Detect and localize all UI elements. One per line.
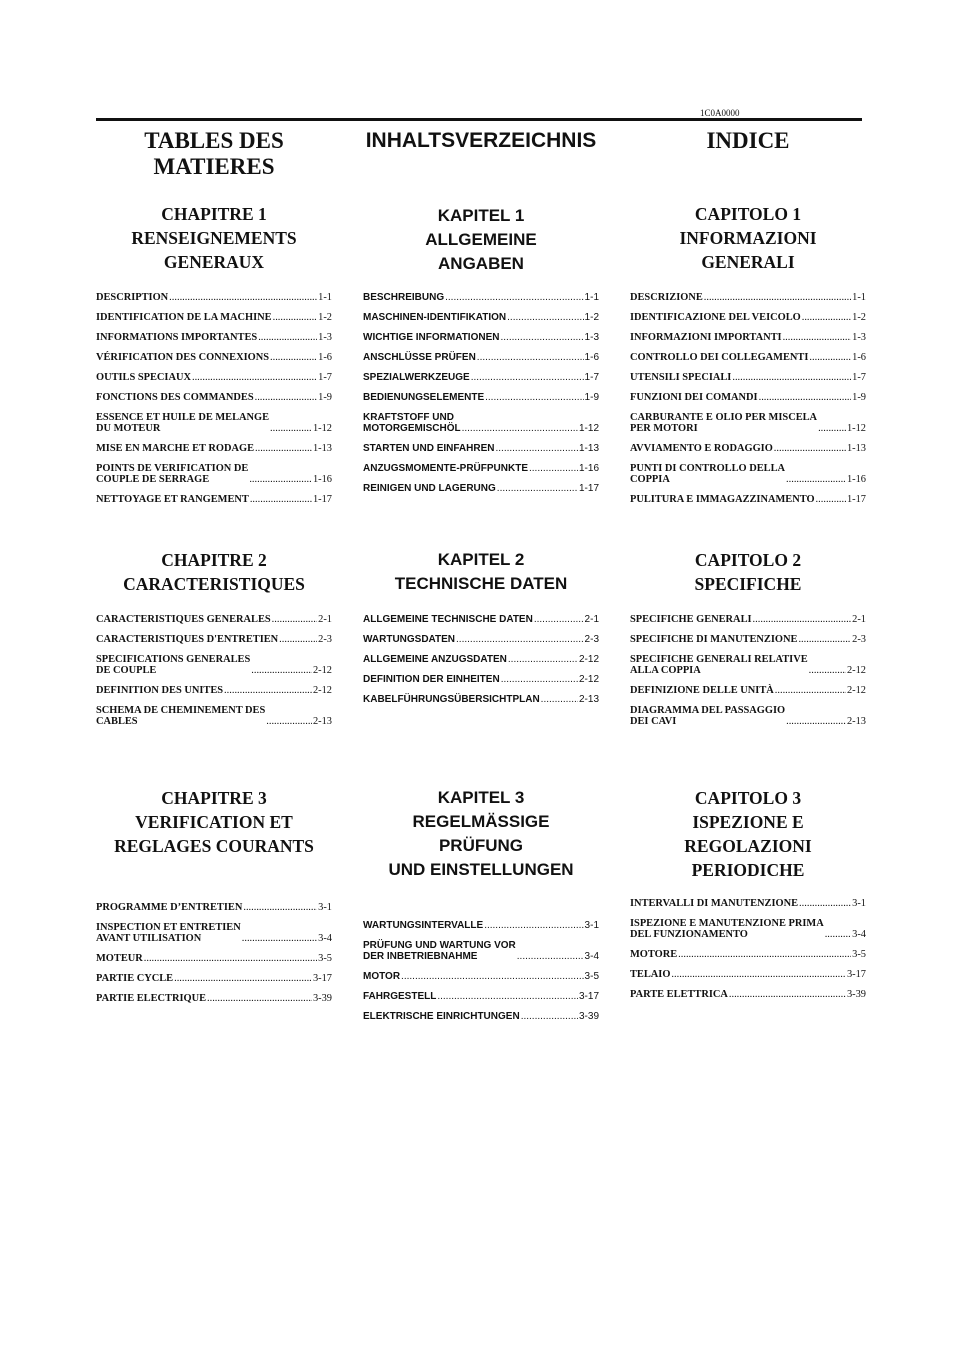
toc-leader-dots	[224, 685, 312, 696]
toc-leader-dots	[495, 443, 578, 454]
toc-entry[interactable]	[363, 463, 599, 474]
toc-entry[interactable]	[96, 494, 332, 505]
toc-entry-title: WARTUNGSINTERVALLE	[363, 920, 484, 931]
toc-entry-title: STARTEN UND EINFAHREN	[363, 443, 495, 454]
toc-entry-page: 1-1	[318, 292, 332, 303]
toc-entry-title: ISPEZIONE E MANUTENZIONE PRIMA DEL FUNZIONAMENTO	[630, 918, 824, 940]
toc-entry-page: 2-12	[578, 674, 599, 685]
toc-entry-title: SPECIFICHE GENERALI	[630, 614, 752, 625]
toc-entry-title: DESCRIZIONE	[630, 292, 703, 303]
toc-entry[interactable]	[363, 483, 599, 494]
toc-entry-page: 3-39	[846, 989, 866, 1000]
toc-entry[interactable]	[630, 443, 866, 454]
toc-entry-page: 3-39	[312, 993, 332, 1004]
toc-leader-dots	[508, 654, 578, 665]
toc-entry-page: 1-7	[318, 372, 332, 383]
toc-entry[interactable]	[630, 634, 866, 645]
toc-entry-page: 1-6	[318, 352, 332, 363]
toc-entry-page: 1-7	[584, 372, 599, 383]
toc-entry-page: 1-12	[846, 423, 866, 434]
toc-leader-dots	[192, 372, 317, 383]
toc-list-fr-2	[96, 614, 332, 736]
column-title-it: INDICE	[706, 128, 790, 153]
toc-entry[interactable]	[96, 993, 332, 1004]
toc-entry-title: FAHRGESTELL	[363, 991, 437, 1002]
toc-leader-dots	[255, 443, 312, 454]
toc-entry-title: ALLGEMEINE TECHNISCHE DATEN	[363, 614, 533, 625]
toc-entry[interactable]	[363, 971, 599, 982]
toc-entry-page: 1-17	[846, 494, 866, 505]
toc-entry[interactable]	[363, 694, 599, 705]
toc-entry[interactable]	[630, 989, 866, 1000]
toc-entry-page: 2-12	[312, 665, 332, 676]
toc-leader-dots	[825, 929, 851, 940]
toc-entry[interactable]	[96, 614, 332, 625]
toc-entry-title: SCHEMA DE CHEMINEMENT DES CABLES	[96, 705, 266, 727]
toc-leader-dots	[401, 971, 584, 982]
document-code: 1C0A0000	[700, 108, 740, 118]
toc-entry-title: MASCHINEN-IDENTIFIKATION	[363, 312, 507, 323]
toc-entry-page: 2-1	[318, 614, 332, 625]
toc-entry[interactable]	[363, 1011, 599, 1022]
toc-entry[interactable]	[96, 292, 332, 303]
toc-entry-page: 3-5	[852, 949, 866, 960]
toc-entry-page: 2-12	[846, 665, 866, 676]
toc-leader-dots	[255, 392, 318, 403]
toc-entry-page: 1-17	[312, 494, 332, 505]
toc-leader-dots	[799, 898, 851, 909]
chapter-title-fr-2: CHAPITRE 2 CARACTERISTIQUES	[123, 550, 305, 594]
toc-entry-title: PRÜFUNG UND WARTUNG VOR DER INBETRIEBNAHME	[363, 940, 516, 962]
toc-entry-title: ALLGEMEINE ANZUGSDATEN	[363, 654, 507, 665]
toc-leader-dots	[802, 312, 851, 323]
toc-entry[interactable]	[630, 494, 866, 505]
toc-entry-title: IDENTIFICAZIONE DEL VEICOLO	[630, 312, 801, 323]
toc-entry-title: CONTROLLO DEI COLLEGAMENTI	[630, 352, 809, 363]
toc-leader-dots	[471, 372, 584, 383]
toc-leader-dots	[456, 634, 584, 645]
toc-entry[interactable]	[363, 991, 599, 1002]
toc-leader-dots	[270, 352, 317, 363]
toc-leader-dots	[816, 494, 846, 505]
toc-entry[interactable]	[363, 392, 599, 403]
toc-entry-title: PARTIE CYCLE	[96, 973, 174, 984]
toc-entry-page: 1-1	[584, 292, 599, 303]
toc-entry[interactable]	[630, 685, 866, 696]
toc-entry[interactable]	[363, 312, 599, 323]
toc-entry-title: MOTOR	[363, 971, 401, 982]
toc-entry-title: INFORMAZIONI IMPORTANTI	[630, 332, 782, 343]
toc-entry[interactable]	[363, 292, 599, 303]
toc-entry-page: 2-3	[584, 634, 599, 645]
toc-entry-page: 1-13	[578, 443, 599, 454]
toc-entry-title: UTENSILI SPECIALI	[630, 372, 732, 383]
toc-entry-page: 3-5	[318, 953, 332, 964]
toc-entry-title: IDENTIFICATION DE LA MACHINE	[96, 312, 272, 323]
toc-entry-title: POINTS DE VERIFICATION DE COUPLE DE SERRAGE	[96, 463, 249, 485]
toc-entry-title: PROGRAMME D’ENTRETIEN	[96, 902, 243, 913]
toc-entry[interactable]	[630, 372, 866, 383]
toc-entry-title: ANZUGSMOMENTE-PRÜFPUNKTE	[363, 463, 528, 474]
toc-entry-page: 1-13	[846, 443, 866, 454]
toc-entry-page: 3-17	[846, 969, 866, 980]
toc-leader-dots	[783, 332, 852, 343]
toc-entry[interactable]	[363, 443, 599, 454]
toc-leader-dots	[266, 716, 312, 727]
toc-entry-page: 1-17	[578, 483, 599, 494]
toc-entry-title: INTERVALLI DI MANUTENZIONE	[630, 898, 799, 909]
toc-entry[interactable]	[630, 412, 866, 434]
toc-entry[interactable]	[363, 674, 599, 685]
toc-leader-dots	[485, 392, 583, 403]
toc-entry-title: PARTE ELETTRICA	[630, 989, 728, 1000]
toc-entry-title: DIAGRAMMA DEL PASSAGGIO DEI CAVI	[630, 705, 786, 727]
toc-leader-dots	[507, 312, 583, 323]
toc-entry-page: 1-3	[852, 332, 866, 343]
toc-entry-page: 1-9	[318, 392, 332, 403]
toc-list-it-1	[630, 292, 866, 514]
toc-entry[interactable]	[96, 705, 332, 727]
toc-entry[interactable]	[363, 352, 599, 363]
toc-entry[interactable]	[630, 705, 866, 727]
toc-entry-page: 2-13	[578, 694, 599, 705]
toc-leader-dots	[818, 423, 846, 434]
header-rule	[96, 118, 862, 121]
toc-entry[interactable]	[96, 352, 332, 363]
toc-entry-title: VÉRIFICATION DES CONNEXIONS	[96, 352, 270, 363]
toc-entry[interactable]	[96, 902, 332, 913]
toc-entry-page: 3-17	[312, 973, 332, 984]
toc-leader-dots	[541, 694, 578, 705]
toc-list-de-2	[363, 614, 599, 714]
toc-leader-dots	[250, 494, 312, 505]
toc-leader-dots	[242, 933, 317, 944]
toc-entry-page: 1-6	[852, 352, 866, 363]
toc-entry-title: PARTIE ELECTRIQUE	[96, 993, 207, 1004]
toc-entry[interactable]	[96, 372, 332, 383]
toc-entry-page: 1-3	[584, 332, 599, 343]
toc-entry-page: 3-39	[578, 1011, 599, 1022]
toc-leader-dots	[753, 614, 852, 625]
toc-leader-dots	[477, 352, 584, 363]
toc-entry-page: 1-9	[584, 392, 599, 403]
toc-entry-page: 3-4	[852, 929, 866, 940]
toc-entry-page: 3-17	[578, 991, 599, 1002]
toc-entry-title: ESSENCE ET HUILE DE MELANGE DU MOTEUR	[96, 412, 270, 434]
toc-entry-page: 1-6	[584, 352, 599, 363]
toc-leader-dots	[249, 474, 312, 485]
toc-leader-dots	[270, 423, 312, 434]
toc-leader-dots	[775, 685, 846, 696]
toc-entry-page: 1-12	[578, 423, 599, 434]
column-title-de: INHALTSVERZEICHNIS	[365, 129, 597, 152]
toc-leader-dots	[272, 614, 317, 625]
toc-entry-page: 1-1	[852, 292, 866, 303]
toc-entry-page: 1-16	[846, 474, 866, 485]
toc-entry-title: PUNTI DI CONTROLLO DELLA COPPIA	[630, 463, 786, 485]
column-title-fr: TABLES DES MATIERES	[144, 128, 284, 179]
toc-entry-title: BEDIENUNGSELEMENTE	[363, 392, 485, 403]
toc-entry[interactable]	[363, 332, 599, 343]
toc-entry-title: FUNZIONI DEI COMANDI	[630, 392, 758, 403]
toc-leader-dots	[774, 443, 846, 454]
toc-leader-dots	[174, 973, 312, 984]
toc-entry[interactable]	[96, 922, 332, 944]
toc-entry[interactable]	[96, 654, 332, 676]
toc-entry-title: DEFINITION DES UNITES	[96, 685, 224, 696]
toc-entry-title: MOTORE	[630, 949, 678, 960]
toc-entry-page: 2-12	[846, 685, 866, 696]
toc-list-it-3	[630, 898, 866, 1009]
toc-entry-title: BESCHREIBUNG	[363, 292, 445, 303]
toc-entry-page: 2-13	[846, 716, 866, 727]
toc-entry-page: 1-3	[318, 332, 332, 343]
toc-entry-title: INSPECTION ET ENTRETIEN AVANT UTILISATION	[96, 922, 241, 944]
chapter-title-fr-1: CHAPITRE 1 RENSEIGNEMENTS GENERAUX	[131, 204, 297, 272]
toc-entry-title: WARTUNGSDATEN	[363, 634, 456, 645]
toc-entry[interactable]	[630, 949, 866, 960]
chapter-title-it-3: CAPITOLO 3 ISPEZIONE E REGOLAZIONI PERIODICHE	[684, 788, 812, 880]
toc-entry-page: 3-1	[584, 920, 599, 931]
toc-leader-dots	[786, 474, 846, 485]
toc-leader-dots	[786, 716, 846, 727]
toc-entry[interactable]	[96, 973, 332, 984]
chapter-title-it-1: CAPITOLO 1 INFORMAZIONI GENERALI	[679, 204, 817, 272]
toc-entry-page: 2-12	[312, 685, 332, 696]
toc-entry-title: TELAIO	[630, 969, 671, 980]
toc-entry-page: 3-1	[852, 898, 866, 909]
toc-leader-dots	[671, 969, 846, 980]
toc-entry-page: 1-16	[578, 463, 599, 474]
toc-entry-title: SPECIFICHE GENERALI RELATIVE ALLA COPPIA	[630, 654, 808, 676]
toc-leader-dots	[258, 332, 317, 343]
toc-entry-title: CARACTERISTIQUES GENERALES	[96, 614, 271, 625]
toc-entry[interactable]	[96, 392, 332, 403]
toc-entry-title: KABELFÜHRUNGSÜBERSICHTPLAN	[363, 694, 540, 705]
toc-list-fr-3	[96, 902, 332, 1013]
toc-leader-dots	[243, 902, 317, 913]
toc-entry[interactable]	[630, 392, 866, 403]
toc-entry[interactable]	[630, 312, 866, 323]
toc-leader-dots	[273, 312, 318, 323]
toc-entry[interactable]	[96, 312, 332, 323]
toc-entry-page: 1-16	[312, 474, 332, 485]
toc-entry[interactable]	[630, 898, 866, 909]
toc-entry-page: 2-3	[852, 634, 866, 645]
toc-entry-title: SPEZIALWERKZEUGE	[363, 372, 470, 383]
toc-entry[interactable]	[630, 918, 866, 940]
toc-entry-title: DESCRIPTION	[96, 292, 169, 303]
toc-entry-title: FONCTIONS DES COMMANDES	[96, 392, 254, 403]
toc-entry[interactable]	[96, 443, 332, 454]
toc-leader-dots	[704, 292, 851, 303]
toc-leader-dots	[169, 292, 317, 303]
toc-entry-title: CARACTERISTIQUES D'ENTRETIEN	[96, 634, 279, 645]
toc-entry[interactable]	[630, 352, 866, 363]
toc-entry[interactable]	[630, 969, 866, 980]
toc-entry-title: CARBURANTE E OLIO PER MISCELA PER MOTORI	[630, 412, 818, 434]
toc-leader-dots	[729, 989, 846, 1000]
toc-entry[interactable]	[96, 685, 332, 696]
toc-leader-dots	[798, 634, 851, 645]
toc-leader-dots	[497, 483, 578, 494]
toc-entry[interactable]	[363, 654, 599, 665]
toc-entry-title: REINIGEN UND LAGERUNG	[363, 483, 496, 494]
toc-leader-dots	[534, 614, 584, 625]
toc-entry-page: 2-12	[578, 654, 599, 665]
toc-entry-page: 3-4	[584, 951, 599, 962]
toc-entry[interactable]	[630, 614, 866, 625]
toc-leader-dots	[517, 951, 584, 962]
toc-entry-title: WICHTIGE INFORMATIONEN	[363, 332, 500, 343]
chapter-title-de-1: KAPITEL 1 ALLGEMEINE ANGABEN	[425, 206, 537, 273]
toc-leader-dots	[251, 665, 312, 676]
toc-entry[interactable]	[96, 332, 332, 343]
toc-leader-dots	[521, 1011, 578, 1022]
toc-entry-page: 1-2	[584, 312, 599, 323]
chapter-title-de-2: KAPITEL 2 TECHNISCHE DATEN	[394, 550, 568, 593]
toc-entry[interactable]	[96, 953, 332, 964]
toc-leader-dots	[809, 352, 851, 363]
toc-entry-title: ELEKTRISCHE EINRICHTUNGEN	[363, 1011, 520, 1022]
toc-entry-title: AVVIAMENTO E RODAGGIO	[630, 443, 773, 454]
toc-list-de-3	[363, 920, 599, 1031]
toc-leader-dots	[501, 674, 578, 685]
toc-leader-dots	[437, 991, 578, 1002]
toc-entry[interactable]	[363, 372, 599, 383]
toc-leader-dots	[445, 292, 583, 303]
toc-leader-dots	[207, 993, 312, 1004]
chapter-title-de-3: KAPITEL 3 REGELMÄSSIGE PRÜFUNG UND EINSTELLUNGEN	[388, 788, 574, 879]
toc-list-de-1	[363, 292, 599, 503]
toc-entry-page: 1-7	[852, 372, 866, 383]
toc-entry[interactable]	[363, 412, 599, 434]
toc-entry-title: NETTOYAGE ET RANGEMENT	[96, 494, 249, 505]
toc-entry-title: DEFINIZIONE DELLE UNITÀ	[630, 685, 774, 696]
toc-entry-title: SPECIFICHE DI MANUTENZIONE	[630, 634, 798, 645]
toc-entry-page: 3-4	[318, 933, 332, 944]
toc-entry[interactable]	[630, 292, 866, 303]
chapter-title-it-2: CAPITOLO 2 SPECIFICHE	[694, 550, 802, 594]
toc-leader-dots	[759, 392, 852, 403]
toc-entry-page: 2-13	[312, 716, 332, 727]
toc-entry[interactable]	[96, 463, 332, 485]
toc-entry[interactable]	[630, 654, 866, 676]
toc-entry-page: 2-1	[852, 614, 866, 625]
toc-entry[interactable]	[96, 412, 332, 434]
toc-list-it-2	[630, 614, 866, 736]
toc-entry[interactable]	[363, 920, 599, 931]
toc-leader-dots	[678, 949, 851, 960]
toc-entry[interactable]	[630, 463, 866, 485]
toc-entry-page: 1-2	[852, 312, 866, 323]
toc-leader-dots	[529, 463, 578, 474]
toc-entry-page: 2-1	[584, 614, 599, 625]
toc-entry-page: 3-1	[318, 902, 332, 913]
toc-entry[interactable]	[363, 634, 599, 645]
toc-leader-dots	[732, 372, 851, 383]
toc-entry-page: 3-5	[584, 971, 599, 982]
toc-list-fr-1	[96, 292, 332, 514]
toc-leader-dots	[809, 665, 846, 676]
toc-entry-title: MOTEUR	[96, 953, 143, 964]
toc-entry-title: OUTILS SPECIAUX	[96, 372, 191, 383]
toc-leader-dots	[484, 920, 583, 931]
toc-entry-title: SPECIFICATIONS GENERALES DE COUPLE	[96, 654, 251, 676]
toc-entry-title: KRAFTSTOFF UND MOTORGEMISCHÖL	[363, 412, 461, 434]
toc-entry-title: DEFINITION DER EINHEITEN	[363, 674, 500, 685]
toc-entry[interactable]	[363, 940, 599, 962]
toc-entry-title: MISE EN MARCHE ET RODAGE	[96, 443, 254, 454]
toc-entry-title: PULITURA E IMMAGAZZINAMENTO	[630, 494, 815, 505]
toc-leader-dots	[144, 953, 317, 964]
toc-entry-title: ANSCHLÜSSE PRÜFEN	[363, 352, 476, 363]
toc-entry[interactable]	[630, 332, 866, 343]
toc-entry-page: 1-12	[312, 423, 332, 434]
toc-entry-page: 1-2	[318, 312, 332, 323]
toc-entry-title: INFORMATIONS IMPORTANTES	[96, 332, 258, 343]
toc-leader-dots	[462, 423, 578, 434]
chapter-title-fr-3: CHAPITRE 3 VERIFICATION ET REGLAGES COURANTS	[114, 788, 314, 856]
toc-entry[interactable]	[96, 634, 332, 645]
toc-leader-dots	[500, 332, 583, 343]
toc-entry-page: 1-9	[852, 392, 866, 403]
toc-entry-page: 2-3	[318, 634, 332, 645]
toc-entry[interactable]	[363, 614, 599, 625]
toc-entry-page: 1-13	[312, 443, 332, 454]
toc-leader-dots	[279, 634, 317, 645]
